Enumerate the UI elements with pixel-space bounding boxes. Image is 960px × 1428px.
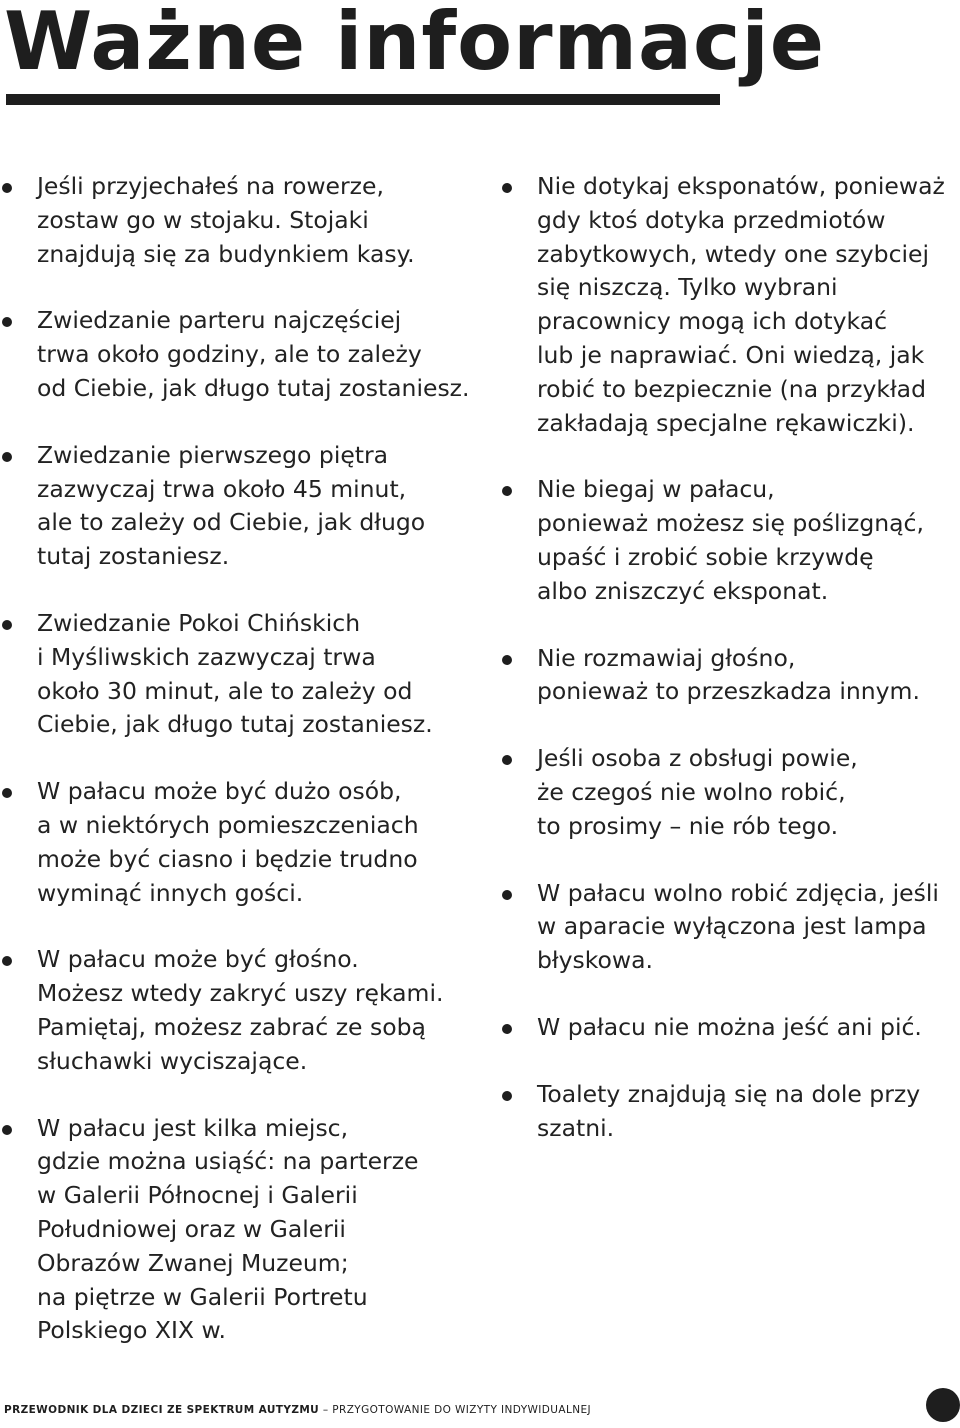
info-item-text: Nie dotykaj eksponatów, ponieważ gdy ktoś dotyka przedmiotów zabytkowych, wtedy one szybciej się niszczą. Tylko wybrani pracownicy mogą ich dotykać lub je naprawiać. Oni wiedzą, jak robić to bezpiecznie (na przykład zakładają specjalne rękawiczki). (537, 172, 945, 437)
bullet-icon (502, 183, 512, 193)
info-item-text: W pałacu jest kilka miejsc, gdzie można usiąść: na parterze w Galerii Północnej i Galerii Południowej oraz w Galerii Obrazów Zwanej Muzeum; na piętrze w Galerii Portretu Polskiego XIX w. (37, 1113, 419, 1345)
info-list-item (0, 439, 470, 574)
footer-caption (4, 1403, 591, 1417)
info-item-text: Zwiedzanie Pokoi Chińskich i Myśliwskich zazwyczaj trwa około 30 minut, ale to zależy od Ciebie, jak długo tutaj zostaniesz. (37, 608, 433, 739)
info-list-item (0, 607, 470, 742)
bullet-icon (2, 317, 12, 327)
bullet-icon (2, 183, 12, 193)
info-item-text: Nie biegaj w pałacu, ponieważ możesz się poślizgnąć, upaść i zrobić sobie krzywdę albo zniszczyć eksponat. (537, 475, 924, 605)
left-info-list (0, 170, 470, 1381)
title-underline (6, 94, 720, 105)
bullet-icon (2, 620, 12, 630)
footer-separator: – (319, 1404, 333, 1416)
footer-subtitle: PRZYGOTOWANIE DO WIZYTY INDYWIDUALNEJ (332, 1404, 591, 1416)
info-item-text: Jeśli osoba z obsługi powie, że czegoś nie wolno robić, to prosimy – nie rób tego. (537, 744, 858, 840)
page-marker-dot (926, 1388, 960, 1422)
info-item-text: Toalety znajdują się na dole przy szatni. (537, 1079, 921, 1142)
right-info-list (500, 170, 960, 1178)
info-item-text: Nie rozmawiaj głośno, ponieważ to przeszkadza innym. (537, 643, 920, 706)
info-list-item (0, 1112, 470, 1349)
info-item-text: W pałacu może być głośno. Możesz wtedy zakryć uszy rękami. Pamiętaj, możesz zabrać ze sobą słuchawki wyciszające. (37, 945, 444, 1075)
info-list-item (0, 170, 470, 271)
bullet-icon (2, 788, 12, 798)
info-item-text: W pałacu wolno robić zdjęcia, jeśli w aparacie wyłączona jest lampa błyskowa. (537, 878, 939, 975)
bullet-icon (502, 890, 512, 900)
bullet-icon (502, 1024, 512, 1034)
info-list-item (500, 877, 960, 978)
info-list-item (500, 1078, 960, 1146)
info-item-text: W pałacu nie można jeść ani pić. (537, 1012, 922, 1041)
info-list-item (500, 1011, 960, 1045)
page-title: Ważne informacje (4, 0, 826, 88)
info-item-text: Zwiedzanie pierwszego piętra zazwyczaj trwa około 45 minut, ale to zależy od Ciebie, jak długo tutaj zostaniesz. (37, 440, 426, 571)
info-list-item (0, 943, 470, 1078)
info-list-item (500, 642, 960, 710)
info-item-text: W pałacu może być dużo osób, a w niektórych pomieszczeniach może być ciasno i będzie trudno wyminąć innych gości. (37, 777, 419, 907)
bullet-icon (2, 452, 12, 462)
info-list-item (500, 742, 960, 843)
info-list-item (500, 170, 960, 440)
footer-guide-title: PRZEWODNIK DLA DZIECI ZE SPEKTRUM AUTYZMU (4, 1404, 320, 1416)
info-item-text: Zwiedzanie parteru najczęściej trwa około godziny, ale to zależy od Ciebie, jak długo tutaj zostaniesz. (37, 306, 470, 402)
bullet-icon (502, 1091, 512, 1101)
bullet-icon (502, 655, 512, 665)
bullet-icon (2, 956, 12, 966)
info-list-item (0, 304, 470, 405)
bullet-icon (502, 486, 512, 496)
bullet-icon (2, 1125, 12, 1135)
info-list-item (0, 775, 470, 910)
info-list-item (500, 473, 960, 608)
info-item-text: Jeśli przyjechałeś na rowerze, zostaw go w stojaku. Stojaki znajdują się za budynkiem kasy. (37, 172, 415, 268)
bullet-icon (502, 755, 512, 765)
